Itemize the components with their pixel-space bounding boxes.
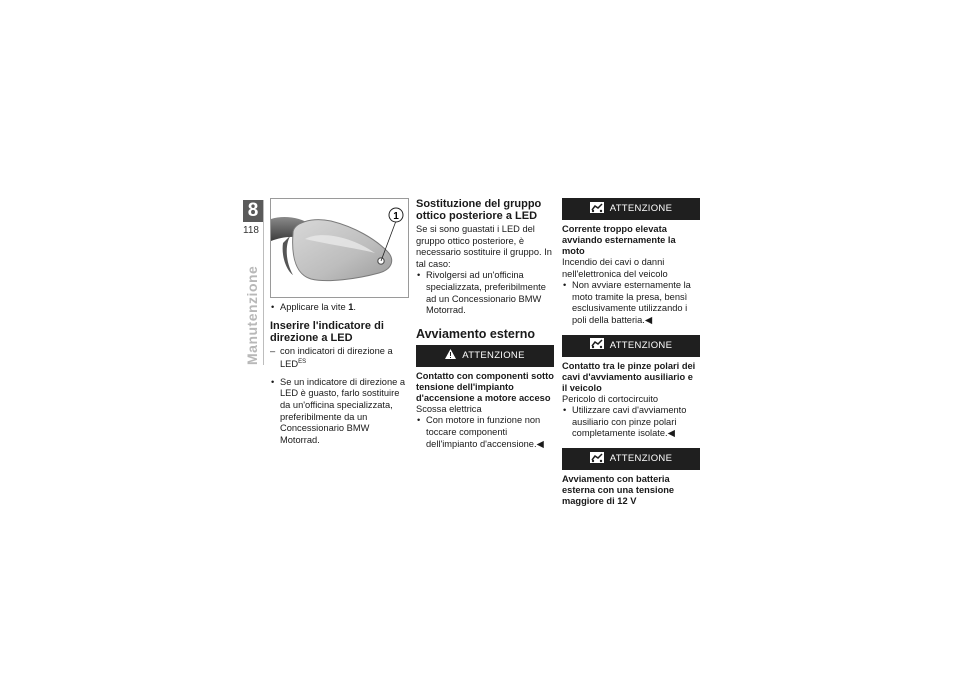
list-item: • Con motore in funzione non toccare componenti dell'impianto d'accensione.◀ [416, 415, 554, 450]
warning-banner: ATTENZIONE [416, 345, 554, 367]
warning-title: Corrente troppo elevata avviando esternamente la moto [562, 224, 676, 256]
list-item: • Applicare la vite 1. [270, 302, 408, 314]
list-item: – con indicatori di direzione a $LED^{ES}$ [270, 346, 408, 371]
warning-banner: ATTENZIONE [562, 198, 700, 220]
warning-triangle-icon [445, 349, 456, 363]
warning-banner: ATTENZIONE [562, 335, 700, 357]
paragraph: Se si sono guastati i LED del gruppo ottico posteriore, è necessario sostituire il gruppo. In tal caso: [416, 224, 552, 269]
warning-title: Contatto tra le pinze polari dei cavi d'avviamento ausiliario e il veicolo [562, 360, 696, 393]
section-heading: Avviamento esterno [416, 326, 536, 341]
warning-body: Pericolo di cortocircuito [562, 393, 659, 404]
warning-title: Avviamento con batteria esterna con una tensione maggiore di 12 V [562, 473, 675, 506]
page-number: 118 [243, 225, 259, 236]
list-item: • Non avviare esternamente la moto tramite la presa, bensì esclusivamente utilizzando i poli della batteria.◀ [562, 280, 700, 326]
turn-signal-figure [270, 198, 409, 298]
list-item: • Rivolgersi ad un'officina specializzata, preferibilmente ad un Concessionario BMW Motorrad. [416, 270, 554, 316]
list-item: • Se un indicatore di direzione a LED è guasto, farlo sostituire da un'officina specializzata, preferibilmente da un Concessionario BMW Motorrad. [270, 377, 408, 447]
vehicle-damage-icon [590, 338, 604, 353]
warning-title: Contatto con componenti sotto tensione dell'impianto d'accensione a motore acceso [416, 370, 554, 403]
figure-callout: 1 [393, 211, 399, 222]
section-title: Manutenzione [244, 265, 260, 365]
column-1 [270, 198, 408, 446]
chapter-number: 8 [243, 200, 263, 222]
column-3 [562, 198, 700, 507]
column-2 [416, 198, 554, 450]
led-indicator-illustration [271, 199, 408, 297]
vehicle-damage-icon [590, 452, 604, 467]
sidebar-divider [263, 200, 264, 365]
warning-body: Incendio dei cavi o danni nell'elettronica del veicolo [562, 257, 668, 279]
list-item: • Utilizzare cavi d'avviamento ausiliario con pinze polari completamente isolate.◀ [562, 405, 700, 440]
warning-banner: ATTENZIONE [562, 448, 700, 470]
vehicle-damage-icon [590, 202, 604, 217]
section-heading: Sostituzione del gruppo ottico posteriore a LED [416, 198, 542, 222]
warning-body: Scossa elettrica [416, 403, 482, 414]
section-heading: Inserire l'indicatore di direzione a LED [270, 319, 384, 344]
